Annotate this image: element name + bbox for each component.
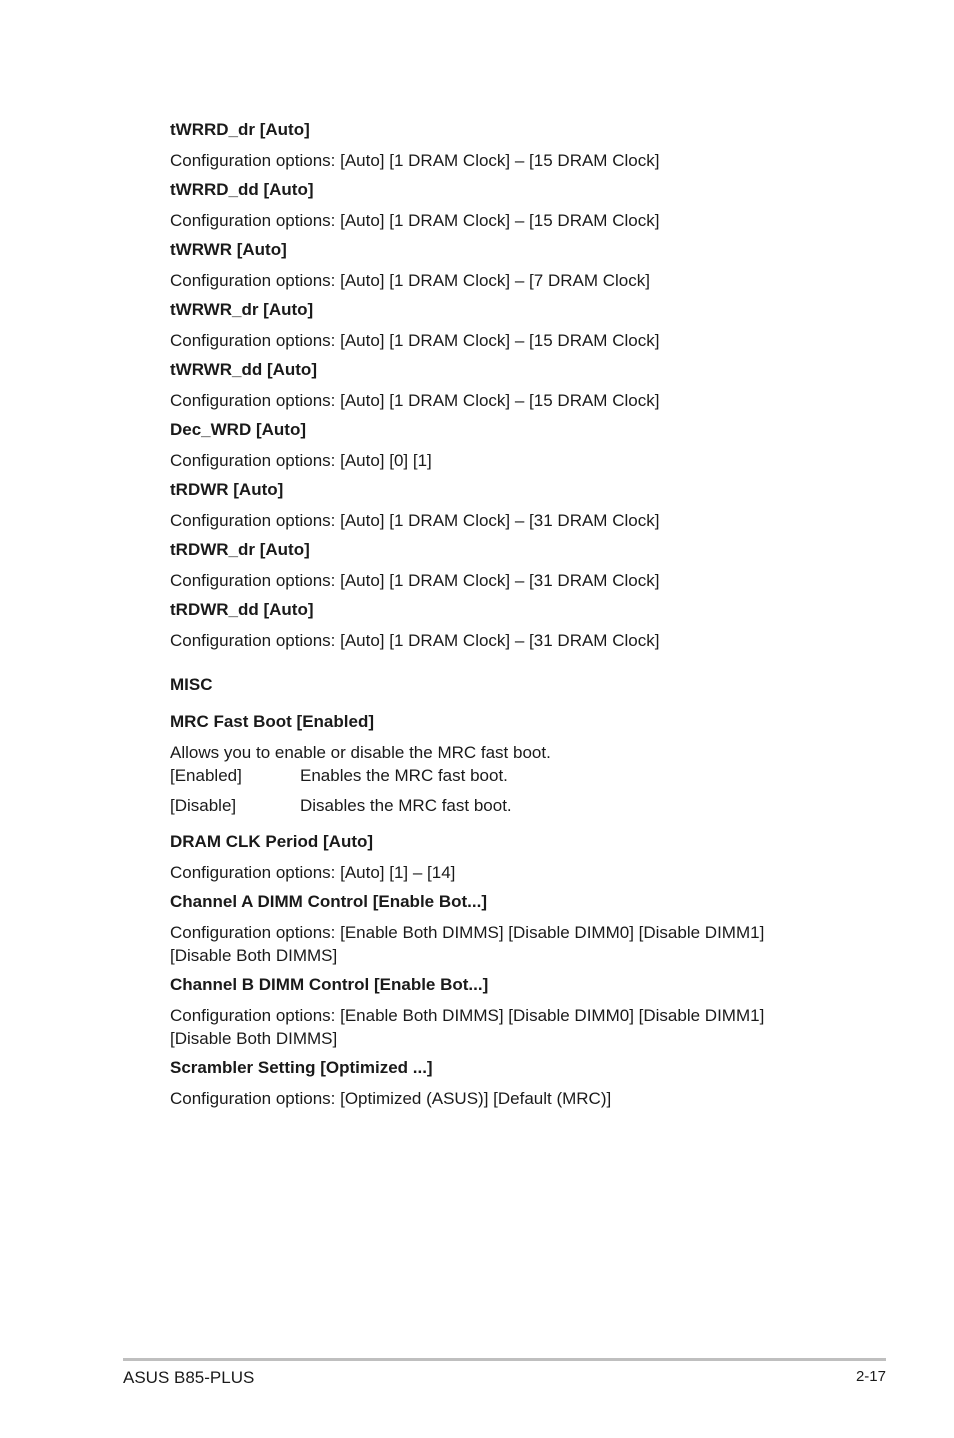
setting-item <box>170 299 810 352</box>
setting-title: DRAM CLK Period [Auto] <box>170 832 374 851</box>
setting-description: Configuration options: [Auto] [1 DRAM Clock] – [15 DRAM Clock] <box>170 391 660 410</box>
setting-title: tRDWR_dd [Auto] <box>170 600 314 619</box>
setting-mrc-fast-boot <box>170 711 810 817</box>
setting-title: Channel A DIMM Control [Enable Bot...] <box>170 892 487 911</box>
setting-description: Configuration options: [Enable Both DIMMS] [Disable DIMM0] [Disable DIMM1] [Disable Both DIMMS] <box>170 1006 765 1048</box>
setting-title: tRDWR_dr [Auto] <box>170 540 310 559</box>
setting-channel-a-dimm <box>170 891 810 967</box>
setting-title: Channel B DIMM Control [Enable Bot...] <box>170 975 489 994</box>
option-row-disable <box>170 794 810 817</box>
setting-description: Configuration options: [Enable Both DIMMS] [Disable DIMM0] [Disable DIMM1] [Disable Both DIMMS] <box>170 923 765 965</box>
setting-description: Configuration options: [Auto] [1 DRAM Clock] – [31 DRAM Clock] <box>170 511 660 530</box>
option-value: Enables the MRC fast boot. <box>300 766 508 785</box>
setting-item <box>170 359 810 412</box>
setting-title: Scrambler Setting [Optimized ...] <box>170 1058 433 1077</box>
section-title-misc: MISC <box>170 675 213 694</box>
setting-description: Configuration options: [Auto] [1 DRAM Clock] – [15 DRAM Clock] <box>170 151 660 170</box>
setting-title: tWRRD_dr [Auto] <box>170 120 310 139</box>
setting-title: tWRWR_dd [Auto] <box>170 360 317 379</box>
setting-title: tWRWR_dr [Auto] <box>170 300 314 319</box>
setting-description: Configuration options: [Optimized (ASUS)] [Default (MRC)] <box>170 1089 612 1108</box>
setting-scrambler <box>170 1057 810 1110</box>
setting-title: tWRWR [Auto] <box>170 240 287 259</box>
setting-title: MRC Fast Boot [Enabled] <box>170 712 374 731</box>
footer-product-name: ASUS B85-PLUS <box>123 1368 255 1387</box>
setting-description: Configuration options: [Auto] [1] – [14] <box>170 863 456 882</box>
setting-item <box>170 239 810 292</box>
setting-dram-clk-period <box>170 831 810 884</box>
setting-item <box>170 419 810 472</box>
setting-title: tWRRD_dd [Auto] <box>170 180 314 199</box>
setting-channel-b-dimm <box>170 974 810 1050</box>
setting-item <box>170 179 810 232</box>
setting-description: Configuration options: [Auto] [1 DRAM Clock] – [15 DRAM Clock] <box>170 331 660 350</box>
setting-description: Allows you to enable or disable the MRC fast boot. <box>170 743 551 762</box>
option-value: Disables the MRC fast boot. <box>300 796 512 815</box>
option-row-enabled <box>170 764 810 787</box>
page-content <box>170 119 810 1117</box>
setting-description: Configuration options: [Auto] [0] [1] <box>170 451 432 470</box>
setting-description: Configuration options: [Auto] [1 DRAM Clock] – [31 DRAM Clock] <box>170 571 660 590</box>
setting-description: Configuration options: [Auto] [1 DRAM Clock] – [7 DRAM Clock] <box>170 271 650 290</box>
setting-item <box>170 539 810 592</box>
setting-title: Dec_WRD [Auto] <box>170 420 306 439</box>
setting-title: tRDWR [Auto] <box>170 480 284 499</box>
setting-item <box>170 599 810 652</box>
setting-description: Configuration options: [Auto] [1 DRAM Clock] – [31 DRAM Clock] <box>170 631 660 650</box>
page-number: 2-17 <box>855 1368 886 1385</box>
setting-item <box>170 479 810 532</box>
option-key: [Enabled] <box>170 766 242 785</box>
setting-item <box>170 119 810 172</box>
setting-description: Configuration options: [Auto] [1 DRAM Clock] – [15 DRAM Clock] <box>170 211 660 230</box>
option-key: [Disable] <box>170 796 237 815</box>
settings-list <box>170 119 810 652</box>
footer-divider <box>123 1358 886 1361</box>
